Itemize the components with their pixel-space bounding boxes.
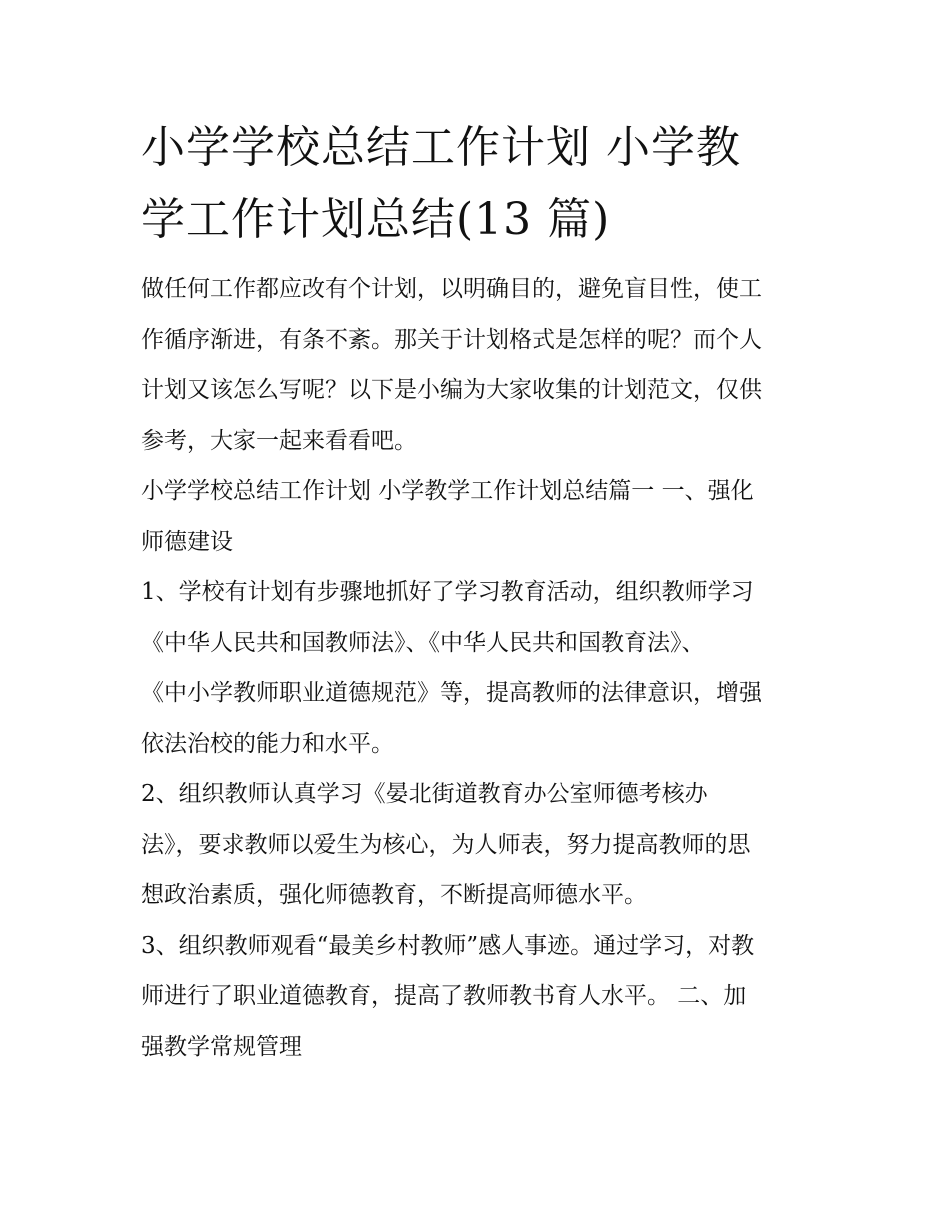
item-1-paragraph (141, 567, 813, 769)
text-line: 作循序渐进，有条不紊。那关于计划格式是怎样的呢？而个人 (141, 326, 762, 353)
text-line: 2、组织教师认真学习《晏北街道教育办公室师德考核办 (141, 781, 708, 807)
text-line: 1、学校有计划有步骤地抓好了学习教育活动，组织教师学习 (141, 579, 754, 605)
text-line: 师进行了职业道德教育，提高了教师教书育人水平。 二、加 (141, 983, 747, 1009)
text-line: 强教学常规管理 (141, 1033, 302, 1060)
text-line: 做任何工作都应改有个计划，以明确目的，避免盲目性，使工 (141, 276, 762, 302)
title-line: 小学学校总结工作计划 小学教 (141, 122, 741, 173)
section-heading-paragraph (141, 466, 813, 567)
intro-paragraph (141, 264, 813, 466)
item-3-paragraph (141, 921, 813, 1073)
text-line: 师德建设 (141, 528, 233, 555)
text-line: 参考，大家一起来看看吧。 (141, 427, 417, 454)
text-line: 法》，要求教师以爱生为核心，为人师表，努力提高教师的思 (141, 831, 751, 858)
text-line: 《中华人民共和国教师法》、《中华人民共和国教育法》、 (141, 629, 705, 656)
text-line: 计划又该怎么写呢？以下是小编为大家收集的计划范文，仅供 (141, 377, 762, 403)
document-body (141, 112, 813, 1072)
title-line: 学工作计划总结(13 篇) (141, 194, 611, 245)
text-line: 想政治素质，强化师德教育，不断提高师德水平。 (141, 882, 647, 908)
text-line: 3、组织教师观看“最美乡村教师”感人事迹。通过学习，对教 (141, 932, 755, 959)
text-line: 依法治校的能力和水平。 (141, 730, 394, 757)
document-title (141, 112, 813, 256)
item-2-paragraph (141, 769, 813, 921)
text-line: 小学学校总结工作计划 小学教学工作计划总结篇一 一、强化 (141, 478, 754, 504)
text-line: 《中小学教师职业道德规范》等，提高教师的法律意识，增强 (141, 680, 762, 706)
